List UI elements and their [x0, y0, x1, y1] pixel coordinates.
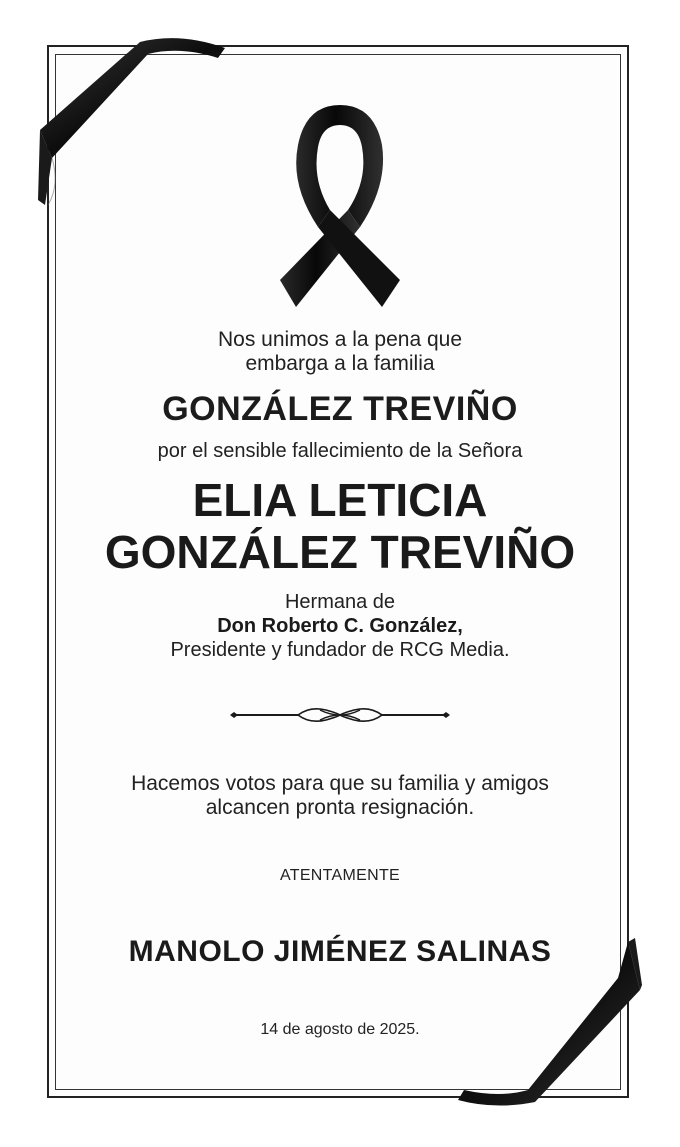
relative-name: Don Roberto C. González, — [217, 615, 463, 637]
signer-name: MANOLO JIMÉNEZ SALINAS — [128, 935, 552, 968]
intro-text — [0, 328, 680, 376]
intro-line-2: embarga a la familia — [245, 352, 435, 375]
mourning-ribbon-icon — [270, 95, 410, 315]
deceased-name-line-2: GONZÁLEZ TREVIÑO — [104, 526, 576, 578]
relative-role: Presidente y fundador de RCG Media. — [170, 639, 510, 661]
corner-band-top-left-icon — [30, 30, 240, 210]
deceased-name-line-1: ELIA LETICIA — [192, 474, 488, 526]
notice-date: 14 de agosto de 2025. — [260, 1021, 420, 1038]
condolence-sentence: por el sensible fallecimiento de la Señora — [157, 440, 523, 462]
flourish-divider-icon — [228, 702, 452, 728]
wishes-text — [0, 772, 680, 820]
relation-text: Hermana de — [284, 591, 396, 613]
closing-text: ATENTAMENTE — [279, 867, 401, 884]
wishes-line-2: alcancen pronta resignación. — [205, 796, 475, 819]
wishes-line-1: Hacemos votos para que su familia y amigos — [131, 772, 549, 795]
intro-line-1: Nos unimos a la pena que — [218, 328, 462, 351]
family-name: GONZÁLEZ TREVIÑO — [162, 390, 518, 428]
